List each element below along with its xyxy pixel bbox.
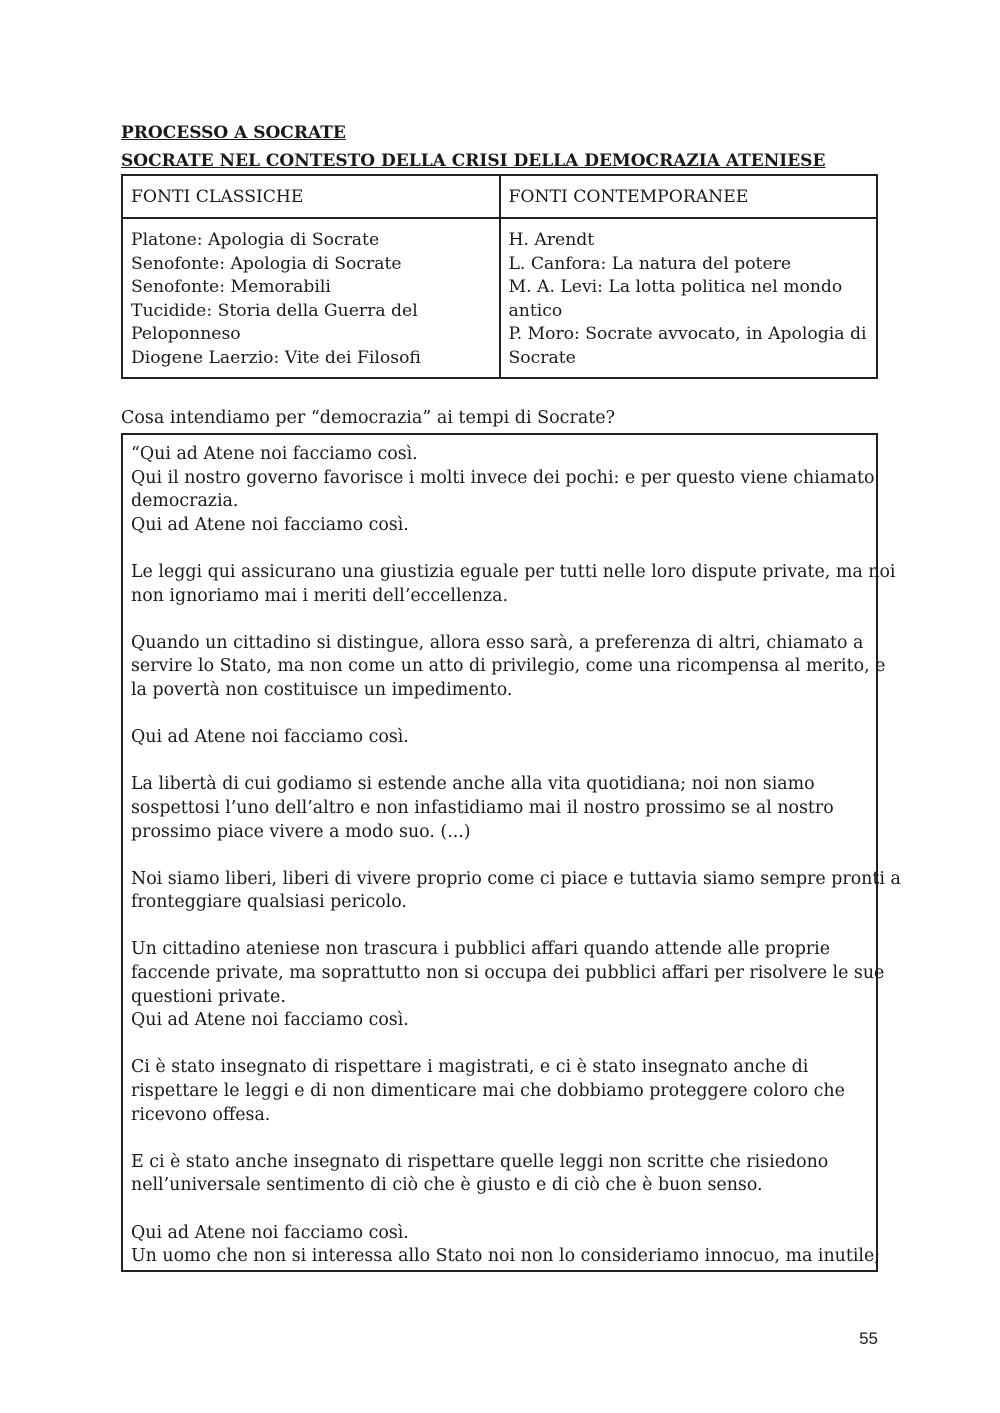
quote-line: Le leggi qui assicurano una giustizia eguale per tutti nelle loro dispute private, ma noi xyxy=(131,561,896,582)
quote-line: faccende private, ma soprattutto non si occupa dei pubblici affari per risolvere le sue xyxy=(131,963,885,984)
quote-line: Qui ad Atene noi facciamo così. xyxy=(131,1010,409,1031)
quote-line: Qui ad Atene noi facciamo così. xyxy=(131,727,409,748)
quote-line: sospettosi l’uno dell’altro e non infastidiamo mai il nostro prossimo se al nostro xyxy=(131,797,834,818)
quote-line: Qui ad Atene noi facciamo così. xyxy=(131,514,409,535)
quote-paragraph xyxy=(131,632,886,703)
quote-line: prossimo piace vivere a modo suo. (...) xyxy=(131,821,471,842)
quote-line: Ci è stato insegnato di rispettare i magistrati, e ci è stato insegnato anche di xyxy=(131,1057,809,1078)
quote-paragraph xyxy=(131,443,875,537)
contemporary-source-line: Socrate xyxy=(508,347,576,368)
quote-line: La libertà di cui godiamo si estende anche alla vita quotidiana; noi non siamo xyxy=(131,774,815,795)
contemporary-sources-header: FONTI CONTEMPORANEE xyxy=(500,175,878,218)
quote-paragraph xyxy=(131,561,896,608)
sources-table xyxy=(121,174,878,379)
document-title: PROCESSO A SOCRATE xyxy=(121,123,346,143)
quote-line: ricevono offesa. xyxy=(131,1104,271,1125)
quote-line: questioni private. xyxy=(131,986,286,1007)
classical-source-line: Platone: Apologia di Socrate xyxy=(131,230,380,250)
question-text: Cosa intendiamo per “democrazia” ai tempi di Socrate? xyxy=(121,408,616,428)
quote-paragraph xyxy=(131,773,868,844)
quote-line: Un cittadino ateniese non trascura i pubblici affari quando attende alle proprie xyxy=(131,939,830,960)
document-subtitle: SOCRATE NEL CONTESTO DELLA CRISI DELLA DEMOCRAZIA ATENIESE xyxy=(121,151,826,171)
quote-paragraph xyxy=(131,868,901,915)
quote-line: “Qui ad Atene noi facciamo così. xyxy=(131,444,418,464)
quote-paragraph xyxy=(131,938,885,1032)
sources-table-body-row xyxy=(122,218,877,378)
contemporary-sources-cell xyxy=(500,218,878,378)
contemporary-source-line: M. A. Levi: La lotta politica nel mondo xyxy=(508,277,843,298)
quote-line: Qui ad Atene noi facciamo così. xyxy=(131,1222,409,1243)
classical-sources-cell xyxy=(122,218,500,378)
quote-paragraph xyxy=(131,1056,868,1127)
quote-line: democrazia. xyxy=(131,491,239,512)
classical-source-line: Senofonte: Memorabili xyxy=(131,277,331,298)
contemporary-source-line: H. Arendt xyxy=(508,230,595,250)
quote-line: E ci è stato anche insegnato di rispettare quelle leggi non scritte che risiedono xyxy=(131,1151,829,1172)
page-number: 55 xyxy=(859,1329,878,1348)
quote-line: rispettare le leggi e di non dimenticare mai che dobbiamo proteggere coloro che xyxy=(131,1081,845,1102)
quote-line: non ignoriamo mai i meriti dell’eccellenza. xyxy=(131,585,509,606)
quote-line: servire lo Stato, ma non come un atto di privilegio, come una ricompensa al merito, e xyxy=(131,656,886,677)
classical-source-line: Peloponneso xyxy=(131,324,241,345)
quote-line: nell’universale sentimento di ciò che è giusto e di ciò che è buon senso. xyxy=(131,1175,763,1196)
quote-line: Qui il nostro governo favorisce i molti invece dei pochi: e per questo viene chiamato xyxy=(131,467,875,488)
quote-paragraph xyxy=(131,1222,881,1269)
contemporary-source-line: antico xyxy=(508,300,563,321)
quote-line: fronteggiare qualsiasi pericolo. xyxy=(131,892,407,913)
quote-line: Un uomo che non si interessa allo Stato noi non lo consideriamo innocuo, ma inutile; xyxy=(131,1246,881,1267)
classical-source-line: Tucidide: Storia della Guerra del xyxy=(131,300,418,321)
contemporary-source-line: L. Canfora: La natura del potere xyxy=(508,253,792,274)
quote-line: Quando un cittadino si distingue, allora esso sarà, a preferenza di altri, chiamato a xyxy=(131,632,864,653)
sources-table-header-row xyxy=(122,175,877,218)
quote-line: la povertà non costituisce un impedimento. xyxy=(131,679,513,700)
contemporary-source-line: P. Moro: Socrate avvocato, in Apologia di xyxy=(508,324,867,345)
quote-paragraph xyxy=(131,1151,868,1198)
classical-sources-header: FONTI CLASSICHE xyxy=(122,175,500,218)
classical-source-line: Diogene Laerzio: Vite dei Filosofi xyxy=(131,347,421,368)
classical-source-line: Senofonte: Apologia di Socrate xyxy=(131,253,402,274)
quote-line: Noi siamo liberi, liberi di vivere proprio come ci piace e tuttavia siamo sempre pronti a xyxy=(131,868,901,889)
quote-paragraph xyxy=(131,726,868,750)
quote-box xyxy=(121,433,901,1272)
